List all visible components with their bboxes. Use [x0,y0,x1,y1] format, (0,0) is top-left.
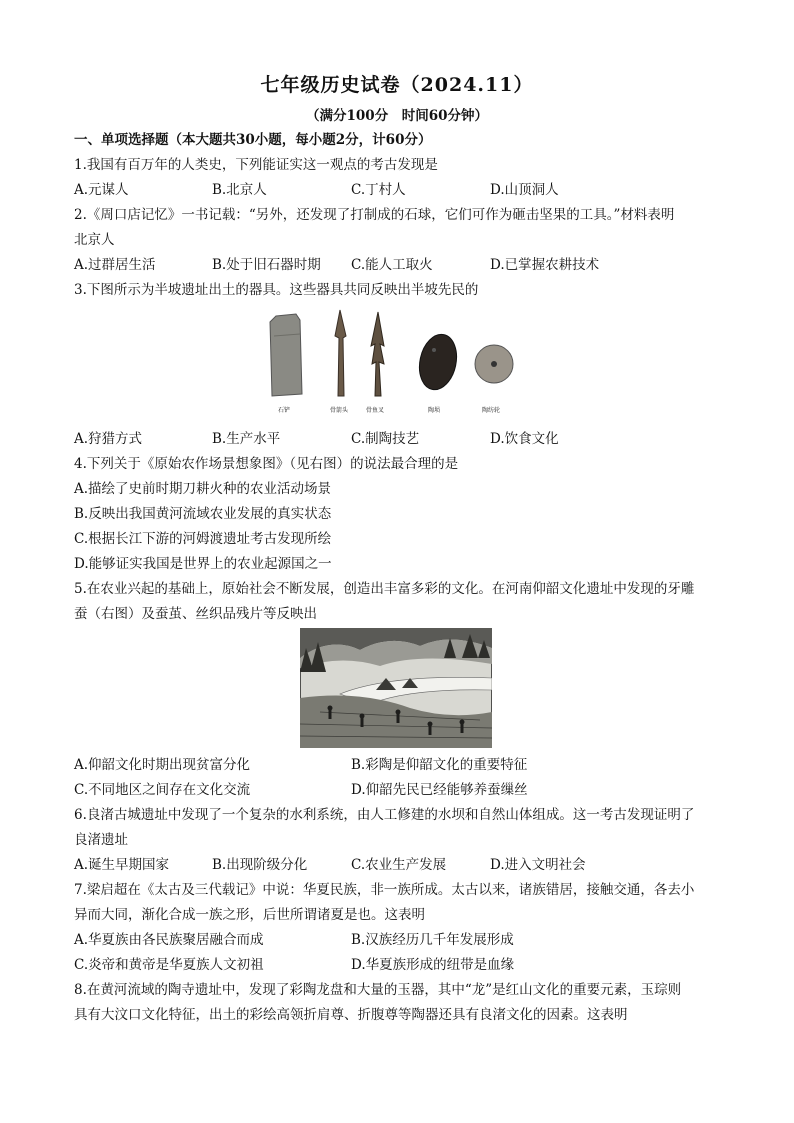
question-6-option-d: D.进入文明社会 [490,857,586,873]
question-7-option-d: D.华夏族形成的纽带是血缘 [351,957,515,973]
exam-title: 七年级历史试卷（2024.11） [260,74,534,96]
question-6-option-a: A.诞生早期国家 [74,857,170,873]
question-6-option-b: B.出现阶级分化 [212,857,308,873]
question-6-option-c: C.农业生产发展 [351,857,447,873]
question-2-option-d: D.已掌握农耕技术 [490,257,600,273]
question-5-option-c: C.不同地区之间存在文化交流 [74,782,251,798]
section-heading: 一、单项选择题（本大题共30小题，每小题2分，计60分） [74,132,432,148]
question-4-stem: 4.下列关于《原始农作场景想象图》（见右图）的说法最合理的是 [74,456,459,472]
question-5-stem-line-1: 5.在农业兴起的基础上，原始社会不断发展，创造出丰富多彩的文化。在河南仰韶文化遗址中发现的牙雕 [74,581,695,597]
question-8-stem-line-1: 8.在黄河流域的陶寺遗址中，发现了彩陶龙盘和大量的玉器，其中“龙”是红山文化的重要元素，玉琮则 [74,982,682,998]
question-2-option-b: B.处于旧石器时期 [212,257,321,273]
stone-shovel-image [270,314,302,396]
question-5-option-b: B.彩陶是仰韶文化的重要特征 [351,757,528,773]
question-7-stem-line-2: 异而大同，渐化合成一族之形，后世所谓诸夏是也。这表明 [74,907,425,923]
figure-caption-harpoon: 骨鱼叉 [366,407,385,414]
question-2-option-c: C.能人工取火 [351,257,433,273]
bone-arrowhead-image [335,310,346,396]
figure-caption-shovel: 石铲 [278,407,291,414]
question-2-stem-line-2: 北京人 [74,232,115,248]
question-5-stem-line-2: 蚕（右图）及蚕茧、丝织品残片等反映出 [74,606,317,622]
question-6-stem-line-1: 6.良渚古城遗址中发现了一个复杂的水利系统，由人工修建的水坝和自然山体组成。这一考古发现证明了 [74,807,695,823]
exam-subtitle: （满分100分 时间60分钟） [306,108,488,124]
question-4-option-d: D.能够证实我国是世界上的农业起源国之一 [74,556,332,572]
banpo-artifacts-figure [262,306,534,422]
pottery-xun-image [415,331,462,393]
figure-caption-arrowhead: 骨箭头 [330,407,349,414]
question-4-option-a: A.描绘了史前时期刀耕火种的农业活动场景 [74,481,332,497]
figure-caption-spindle-whorl: 陶纺轮 [482,407,501,414]
question-6-stem-line-2: 良渚遗址 [74,832,128,848]
question-8-stem-line-2: 具有大汶口文化特征，出土的彩绘高领折肩尊、折腹尊等陶器还具有良渚文化的因素。这表明 [74,1007,628,1023]
question-7-option-b: B.汉族经历几千年发展形成 [351,932,514,948]
question-3-option-b: B.生产水平 [212,431,281,447]
question-7-option-a: A.华夏族由各民族聚居融合而成 [74,932,264,948]
question-5-option-a: A.仰韶文化时期出现贫富分化 [74,757,251,773]
question-3-option-c: C.制陶技艺 [351,431,420,447]
question-5-option-d: D.仰韶先民已经能够养蚕缫丝 [351,782,528,798]
primitive-farming-scene-image [300,628,492,748]
figure-caption-xun: 陶埙 [428,407,441,414]
question-7-option-c: C.炎帝和黄帝是华夏族人文初祖 [74,957,264,973]
question-1-option-d: D.山顶洞人 [490,182,559,198]
question-2-stem-line-1: 2.《周口店记忆》一书记载：“另外，还发现了打制成的石球，它们可作为砸击坚果的工具。”材料表明 [74,207,675,223]
question-3-stem: 3.下图所示为半坡遗址出土的器具。这些器具共同反映出半坡先民的 [74,282,479,298]
question-4-option-b: B.反映出我国黄河流域农业发展的真实状态 [74,506,332,522]
question-2-option-a: A.过群居生活 [74,257,156,273]
question-1-option-a: A.元谋人 [74,182,129,198]
question-1-stem: 1.我国有百万年的人类史，下列能证实这一观点的考古发现是 [74,157,438,173]
question-1-option-c: C.丁村人 [351,182,406,198]
question-3-option-a: A.狩猎方式 [74,431,143,447]
question-1-option-b: B.北京人 [212,182,267,198]
question-7-stem-line-1: 7.梁启超在《太古及三代载记》中说：华夏民族，非一族所成。太古以来，诸族错居，接触交通，各去小 [74,882,695,898]
question-4-option-c: C.根据长江下游的河姆渡遗址考古发现所绘 [74,531,332,547]
question-3-option-d: D.饮食文化 [490,431,559,447]
bone-harpoon-image [371,312,384,396]
